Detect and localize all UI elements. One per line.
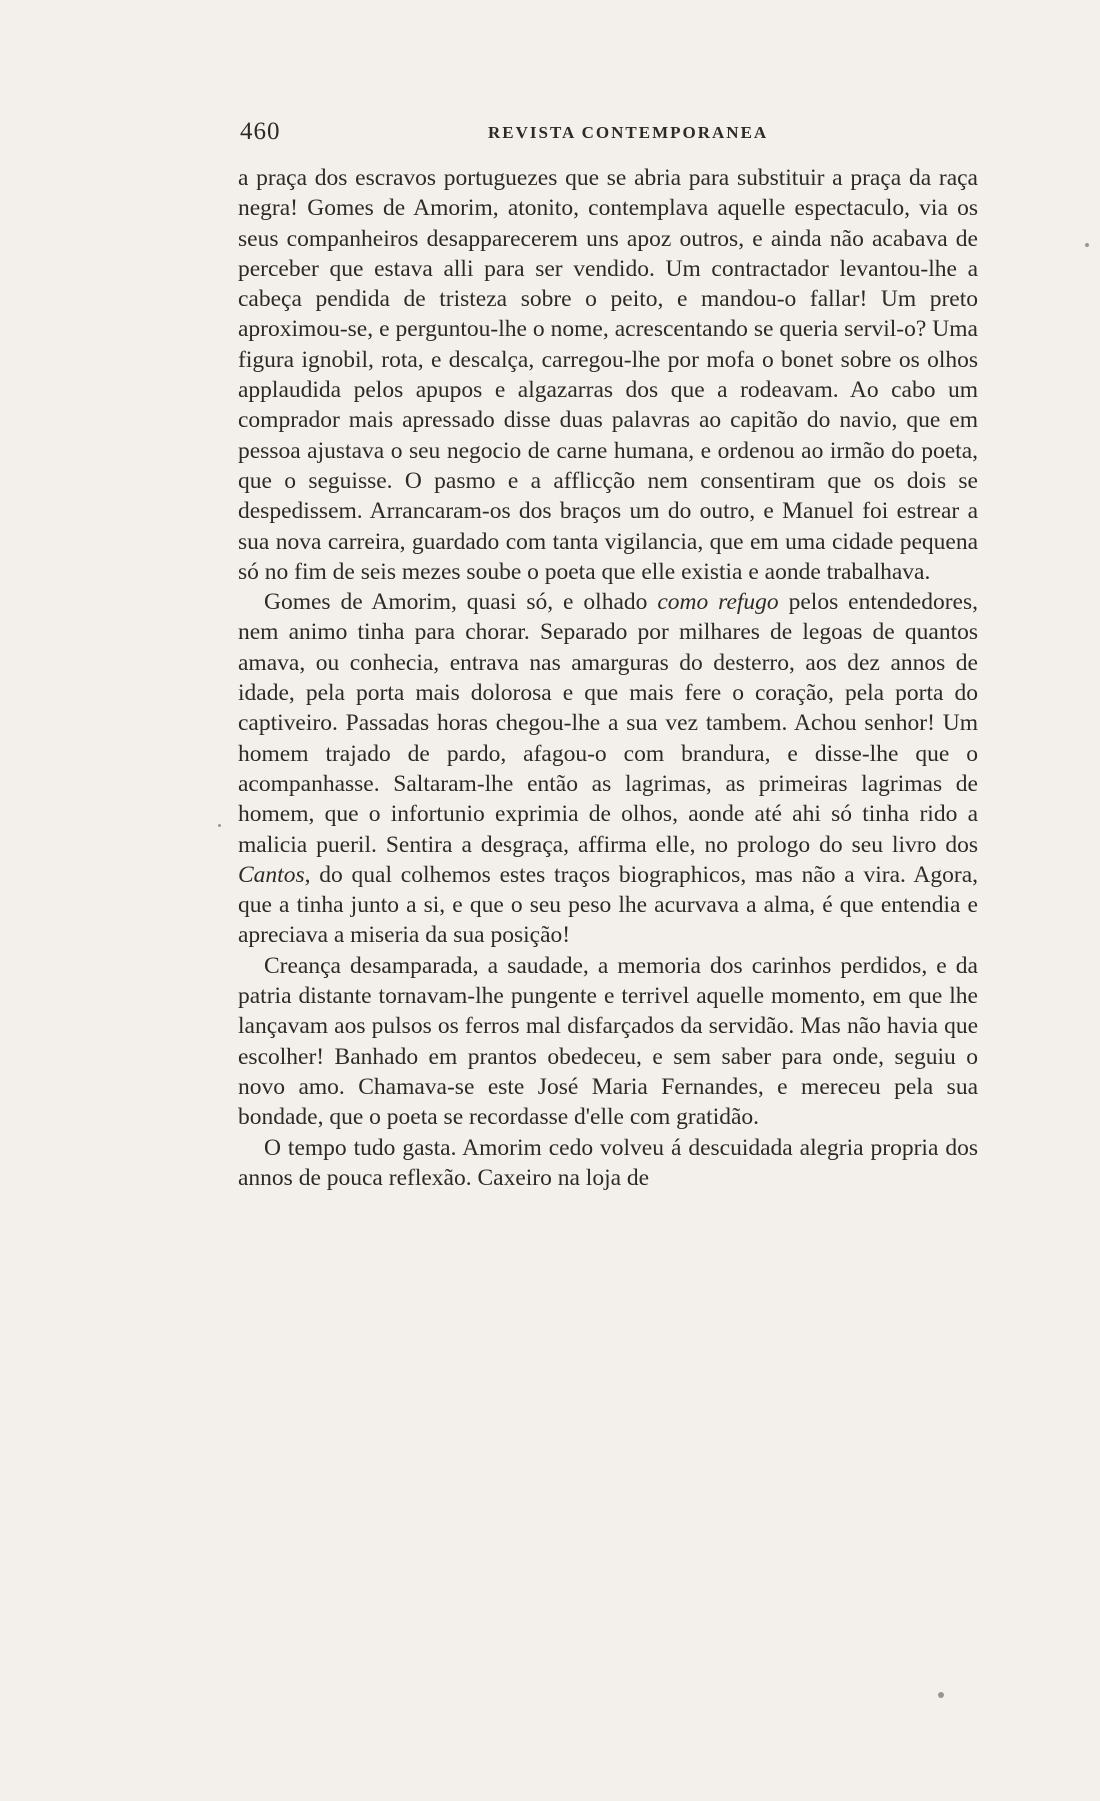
paragraph-text: a praça dos escravos portuguezes que se abria para substituir a praça da raça negra! Gomes de Amorim, atonito, contemplava aquelle espectaculo, via os seus companheiros desapparecerem uns apoz outros, e ainda não acabava de perceber que estava alli para ser vendido. Um contractador levantou-lhe a cabeça pendida de tristeza sobre o peito, e mandou-o fallar! Um preto aproximou-se, e perguntou-lhe o nome, acrescentando se queria servil-o? Uma figura ignobil, rota, e descalça, carregou-lhe por mofa o bonet sobre os olhos applaudida pelos apupos e algazarras dos que a rodeavam. Ao cabo um comprador mais apressado disse duas palavras ao capitão do navio, que em pessoa ajustava o seu negocio de carne humana, e ordenou ao irmão do poeta, que o seguisse. O pasmo e a afflicção nem consentiram que os dois se despedissem. Arrancaram-os dos braços um do outro, e Manuel foi estrear a sua nova carreira, guardado com tanta vigilancia, que em uma cidade pequena só no fim de seis mezes soube o poeta que elle existia e aonde trabalhava.	[238, 165, 978, 585]
italic-phrase: como refugo	[657, 589, 779, 616]
book-title: Cantos	[238, 861, 305, 888]
paragraph-text: pelos entendedores, nem animo tinha para chorar. Separado por milhares de legoas de quantos amava, ou conhecia, entrava nas amarguras do desterro, aos dez annos de idade, pela porta mais dolorosa e que mais fere o coração, pela porta do captiveiro. Passadas horas chegou-lhe a sua vez tambem. Achou senhor! Um homem trajado de pardo, afagou-o com brandura, e disse-lhe que o acompanhasse. Saltaram-lhe então as lagrimas, as primeiras lagrimas de homem, que o infortunio exprimia de olhos, aonde até ahi só tinha rido a malicia pueril. Sentira a desgraça, affirma elle, no prologo do seu livro dos	[238, 589, 979, 858]
paragraph-text: Creança desamparada, a saudade, a memoria dos carinhos perdidos, e da patria distante tornavam-lhe pungente e terrivel aquelle momento, em que lhe lançavam aos pulsos os ferros mal disfarçados da servidão. Mas não havia que escolher! Banhado em prantos obedeceu, e sem saber para onde, seguiu o novo amo. Chamava-se este José Maria Fernandes, e mereceu pela sua bondade, que o poeta se recordasse d'elle com gratidão.	[238, 952, 978, 1131]
running-title: REVISTA CONTEMPORANEA	[488, 123, 769, 142]
paragraph-4	[238, 1133, 978, 1194]
paper-speck	[1085, 243, 1089, 247]
paragraph-text: O tempo tudo gasta. Amorim cedo volveu á descuidada alegria propria dos annos de pouca reflexão. Caxeiro na loja de	[238, 1134, 978, 1191]
paper-speck	[218, 824, 221, 827]
paragraph-text: , do qual colhemos estes traços biographicos, mas não a vira. Agora, que a tinha junto a si, e que o seu peso lhe acurvava a alma, é que entendia e apreciava a miseria da sua posição!	[238, 861, 978, 949]
paper-speck	[938, 1692, 944, 1698]
paragraph-text: Gomes de Amorim, quasi só, e olhado	[264, 589, 658, 616]
paragraph-3	[238, 951, 978, 1133]
paragraph-2	[238, 587, 978, 951]
page-header	[240, 118, 975, 148]
paragraph-1	[238, 163, 978, 587]
page-number: 460	[240, 118, 281, 145]
body-text	[238, 163, 978, 1193]
